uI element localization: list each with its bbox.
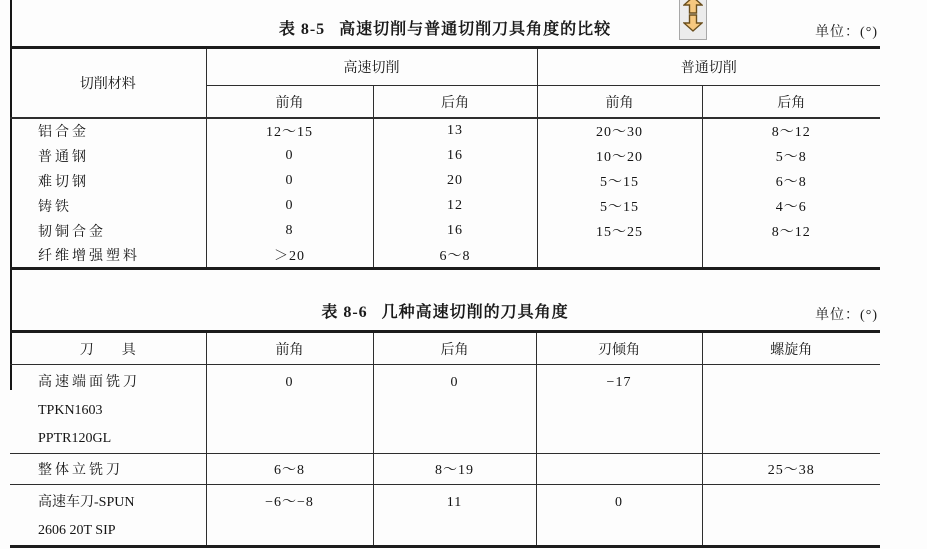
header-rake: 前角	[537, 86, 702, 119]
header-helix: 螺旋角	[702, 332, 880, 365]
cell-value: 20	[373, 168, 537, 193]
cell-value: 12	[373, 193, 537, 218]
header-inclination: 刃倾角	[536, 332, 702, 365]
table1-title-number: 表 8-5	[278, 21, 326, 38]
cell-material: 难切钢	[38, 174, 89, 190]
cell-value: 0	[373, 365, 536, 454]
header-clearance: 后角	[702, 86, 880, 119]
table2-unit-label: 单位：(°)	[815, 308, 878, 323]
cell-value: 8～12	[702, 118, 880, 143]
table-header-row	[10, 48, 880, 86]
table-header-row	[10, 332, 880, 365]
table1-title-row	[10, 16, 880, 40]
table-8-5	[10, 46, 880, 270]
table1-title-text: 高速切削与普通切削刀具角度的比较	[339, 21, 612, 38]
header-material: 切削材料	[10, 48, 206, 119]
cell-value: 8～12	[702, 218, 880, 243]
cell-tool	[10, 485, 206, 547]
header-high-speed: 高速切削	[206, 48, 537, 86]
cell-value: 6～8	[373, 243, 537, 268]
table-row	[10, 218, 880, 243]
header-rake: 前角	[206, 86, 373, 119]
table1-title	[10, 16, 880, 39]
tool-name-line: 高速车刀-SPUN	[38, 495, 135, 510]
cell-value: 10～20	[537, 143, 702, 168]
header-rake: 前角	[206, 332, 373, 365]
cell-value: 5～15	[537, 168, 702, 193]
header-clearance: 后角	[373, 332, 536, 365]
cell-value: 13	[373, 118, 537, 143]
cell-value	[536, 454, 702, 485]
cell-value	[702, 365, 880, 454]
cell-value: 16	[373, 218, 537, 243]
tool-name-line: 高速端面铣刀	[38, 375, 140, 390]
table2-title-number: 表 8-6	[321, 304, 368, 321]
cell-value: 4～6	[702, 193, 880, 218]
table-row	[10, 118, 880, 143]
up-arrow-icon	[683, 0, 703, 14]
cell-value: 6～8	[206, 454, 373, 485]
cell-value: 15～25	[537, 218, 702, 243]
table1-unit-label: 单位：(°)	[815, 25, 878, 40]
header-clearance: 后角	[373, 86, 537, 119]
table-row	[10, 365, 880, 454]
table-row	[10, 243, 880, 268]
cell-value	[537, 243, 702, 268]
tool-code-line: PPTR120GL	[38, 431, 112, 446]
cell-value: −17	[536, 365, 702, 454]
cell-value: 6～8	[702, 168, 880, 193]
table-row	[10, 454, 880, 485]
cell-value: 11	[373, 485, 536, 547]
cell-tool	[10, 365, 206, 454]
cell-value: 20～30	[537, 118, 702, 143]
cell-value: 5～15	[537, 193, 702, 218]
cell-material: 纤维增强塑料	[38, 248, 140, 264]
cell-value: 8～19	[373, 454, 536, 485]
cell-value	[702, 243, 880, 268]
cell-value: 0	[206, 143, 373, 168]
cell-value: 0	[206, 365, 373, 454]
table-row	[10, 143, 880, 168]
table2-title-text: 几种高速切削的刀具角度	[381, 304, 569, 321]
cell-value: 12～15	[206, 118, 373, 143]
cell-value: ＞20	[206, 243, 373, 268]
scroll-up-button[interactable]	[683, 0, 703, 14]
table-row	[10, 168, 880, 193]
cell-material: 铝合金	[38, 125, 89, 140]
cell-value: 8	[206, 218, 373, 243]
cell-value: 0	[536, 485, 702, 547]
cell-material: 铸铁	[38, 199, 72, 215]
table2-title-row	[10, 299, 880, 323]
table-row	[10, 485, 880, 547]
header-tool: 刀 具	[10, 332, 206, 365]
cell-value: 0	[206, 193, 373, 218]
cell-value: 25～38	[702, 454, 880, 485]
cell-tool: 整体立铣刀	[10, 454, 206, 485]
cell-value	[702, 485, 880, 547]
table-8-6	[10, 330, 880, 548]
cell-value: 5～8	[702, 143, 880, 168]
header-ordinary: 普通切削	[537, 48, 880, 86]
cell-material: 韧铜合金	[38, 224, 106, 240]
table2-title	[10, 299, 880, 322]
tool-code-line: TPKN1603	[38, 403, 103, 418]
cell-value: −6～−8	[206, 485, 373, 547]
tool-code-line: 2606 20T SIP	[38, 523, 116, 538]
table-row	[10, 193, 880, 218]
cell-value: 16	[373, 143, 537, 168]
cell-material: 普通钢	[38, 149, 89, 165]
cell-value: 0	[206, 168, 373, 193]
